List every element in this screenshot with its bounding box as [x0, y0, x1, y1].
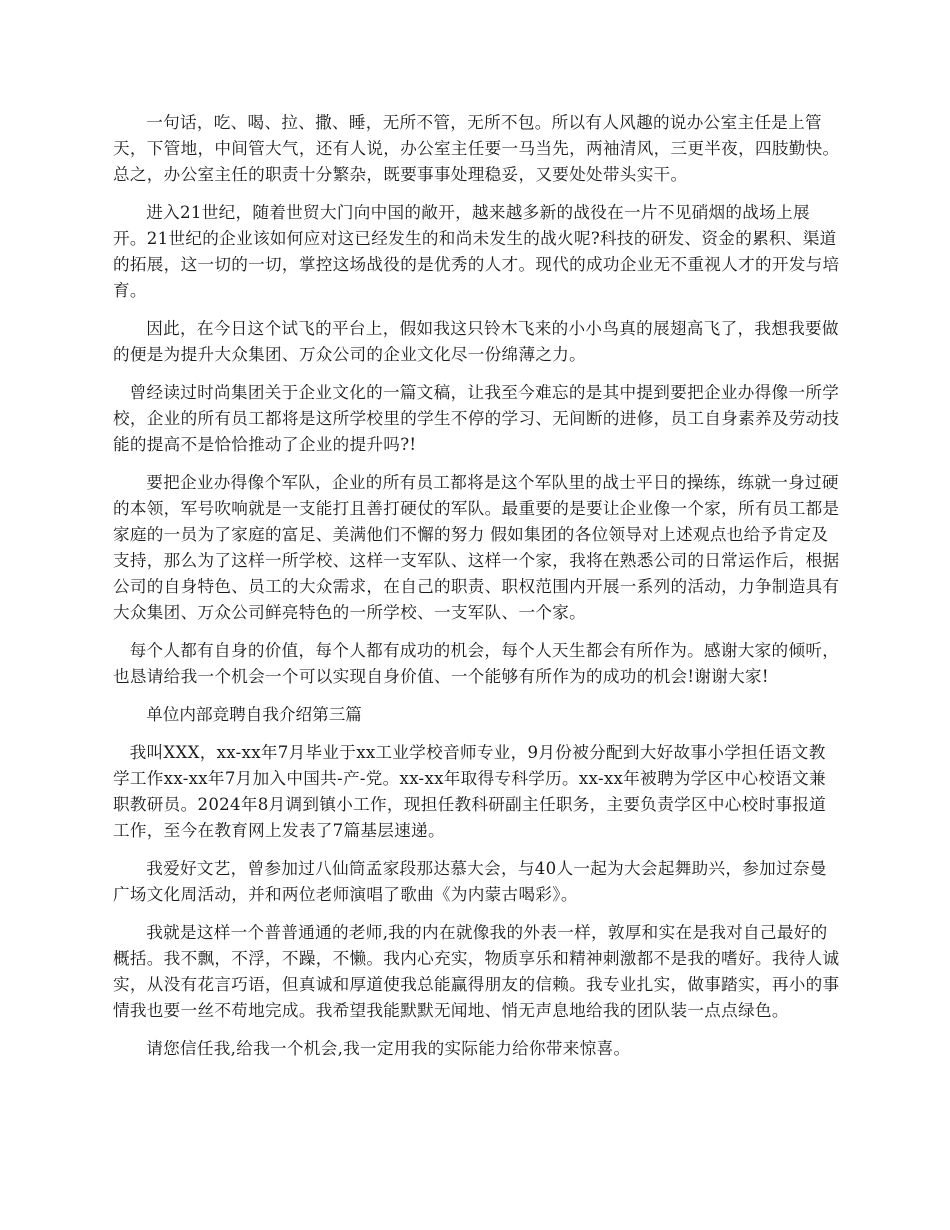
- paragraph-school-analogy: 曾经读过时尚集团关于企业文化的一篇文稿，让我至今难忘的是其中提到要把企业办得像一所学校，企业的所有员工都将是这所学校里的学生不停的学习、无间断的进修，员工自身素养及劳动技能的提高不是恰恰推动了企业的提升吗?!: [113, 383, 840, 454]
- paragraph-therefore: 因此，在今日这个试飞的平台上，假如我这只铃木飞来的小小鸟真的展翅高飞了，我想我要做的便是为提升大众集团、万众公司的企业文化尽一份绵薄之力。: [113, 319, 839, 364]
- paragraph-hobbies: 我爱好文艺，曾参加过八仙筒孟家段那达慕大会，与40人一起为大会起舞助兴，参加过奈曼广场文化周活动，并和两位老师演唱了歌曲《为内蒙古喝彩》。: [113, 859, 827, 904]
- paragraph-21st-century: 进入21世纪，随着世贸大门向中国的敞开，越来越多新的战役在一片不见硝烟的战场上展开。21世纪的企业该如何应对这已经发生的和尚未发生的战火呢?科技的研发、资金的累积、渠道的拓展，这一切的一切，掌控这场战役的是优秀的人才。现代的成功企业无不重视人才的开发与培育。: [113, 203, 840, 300]
- paragraph-self-intro: 我叫XXX，xx-xx年7月毕业于xx工业学校音师专业，9月份被分配到大好故事小学担任语文教学工作xx-xx年7月加入中国共-产-党。xx-xx年取得专科学历。xx-xx年被聘为学区中心校语文兼职教研员。2024年8月调到镇小工作，现担任教科研副主任职务，主要负责学区中心校时事报道工作，至今在教育网上发表了7篇基层速递。: [113, 743, 827, 840]
- paragraph-office-director: 一句话，吃、喝、拉、撒、睡，无所不管，无所不包。所以有人风趣的说办公室主任是上管天，下管地，中间管大气，还有人说，办公室主任要一马当先，两袖清风，三更半夜，四肢勤快。总之，办公室主任的职责十分繁杂，既要事事处理稳妥，又要处处带头实干。: [113, 113, 840, 184]
- paragraph-character: 我就是这样一个普普通通的老师,我的内在就像我的外表一样，敦厚和实在是我对自己最好的概括。我不飘，不浮，不躁，不懒。我内心充实，物质享乐和精神刺激都不是我的嗜好。我待人诚实，从没有花言巧语，但真诚和厚道使我总能赢得朋友的信赖。我专业扎实，做事踏实，再小的事情我也要一丝不苟地完成。我希望我能默默无闻地、悄无声息地给我的团队装一点点绿色。: [113, 923, 840, 1020]
- section-heading: 单位内部竞聘自我介绍第三篇: [146, 705, 362, 724]
- document-body: [113, 110, 841, 1074]
- paragraph-army-analogy: 要把企业办得像个军队，企业的所有员工都将是这个军队里的战士平日的操练，练就一身过硬的本领，军号吹响就是一支能打且善打硬仗的军队。最重要的是要让企业像一个家，所有员工都是家庭的一员为了家庭的富足、美满他们不懈的努力 假如集团的各位领导对上述观点也给予肯定及支持，那么为了这样一所学校、这样一支军队、这样一个家，我将在熟悉公司的日常运作后，根据公司的自身特色、员工的大众需求，在自己的职责、职权范围内开展一系列的活动，力争制造具有大众集团、万众公司鲜亮特色的一所学校、一支军队、一个家。: [113, 473, 840, 622]
- paragraph-thanks: 每个人都有自身的价值，每个人都有成功的机会，每个人天生都会有所作为。感谢大家的倾听，也恳请给我一个机会一个可以实现自身价值、一个能够有所作为的成功的机会!谢谢大家!: [113, 641, 840, 686]
- paragraph-closing: 请您信任我,给我一个机会,我一定用我的实际能力给你带来惊喜。: [146, 1039, 631, 1058]
